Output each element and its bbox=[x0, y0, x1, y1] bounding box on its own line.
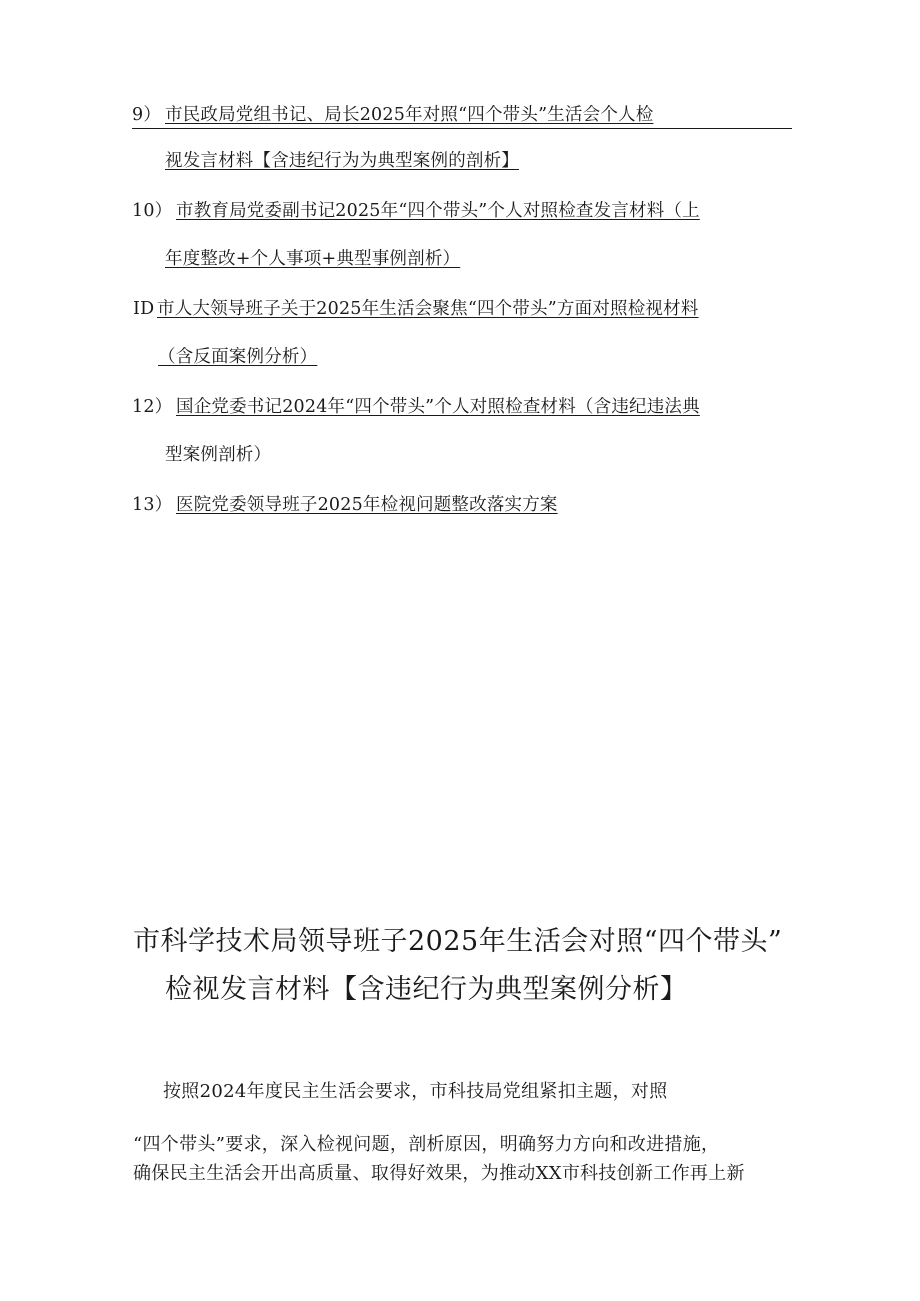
article-paragraph-line3: 确保民主生活会开出高质量、取得好效果，为推动XX市科技创新工作再上新 bbox=[133, 1163, 745, 1184]
toc-item-9-rule bbox=[132, 128, 792, 129]
toc-item-10-link-line1[interactable]: 市教育局党委副书记2025年“四个带头”个人对照检查发言材料（上 bbox=[176, 201, 700, 221]
toc-item-12-link-line2[interactable]: 型案例剖析） bbox=[165, 445, 272, 465]
toc-item-11-link-line1[interactable]: 市人大领导班子关于2025年生活会聚焦“四个带头”方面对照检视材料 bbox=[157, 299, 699, 319]
toc-item-9-number: 9） bbox=[132, 105, 162, 125]
toc-item-9-link-line2[interactable]: 视发言材料【含违纪行为为典型案例的剖析】 bbox=[165, 151, 519, 171]
toc-item-10-number: 10） bbox=[132, 201, 173, 221]
toc-item-10-link-line2[interactable]: 年度整改+个人事项+典型事例剖析） bbox=[165, 249, 461, 269]
toc-item-11-number: ID bbox=[133, 299, 155, 319]
toc-item-12-link-line1[interactable]: 国企党委书记2024年“四个带头”个人对照检查材料（含违纪违法典 bbox=[176, 397, 700, 417]
article-title-line2: 检视发言材料【含违纪行为典型案例分析】 bbox=[165, 974, 688, 1005]
toc-item-13-link-line1[interactable]: 医院党委领导班子2025年检视问题整改落实方案 bbox=[176, 495, 558, 515]
article-paragraph-line1: 按照2024年度民主生活会要求，市科技局党组紧扣主题，对照 bbox=[163, 1081, 668, 1102]
article-title-line1: 市科学技术局领导班子2025年生活会对照“四个带头” bbox=[133, 926, 783, 957]
toc-item-13-number: 13） bbox=[132, 495, 173, 515]
toc-item-12-number: 12） bbox=[132, 397, 173, 417]
toc-item-9-link-line1[interactable]: 市民政局党组书记、局长2025年对照“四个带头”生活会个人检 bbox=[165, 105, 654, 125]
toc-item-11-link-line2[interactable]: （含反面案例分析） bbox=[158, 347, 318, 367]
article-paragraph-line2: “四个带头”要求，深入检视问题，剖析原因，明确努力方向和改进措施， bbox=[133, 1134, 720, 1155]
